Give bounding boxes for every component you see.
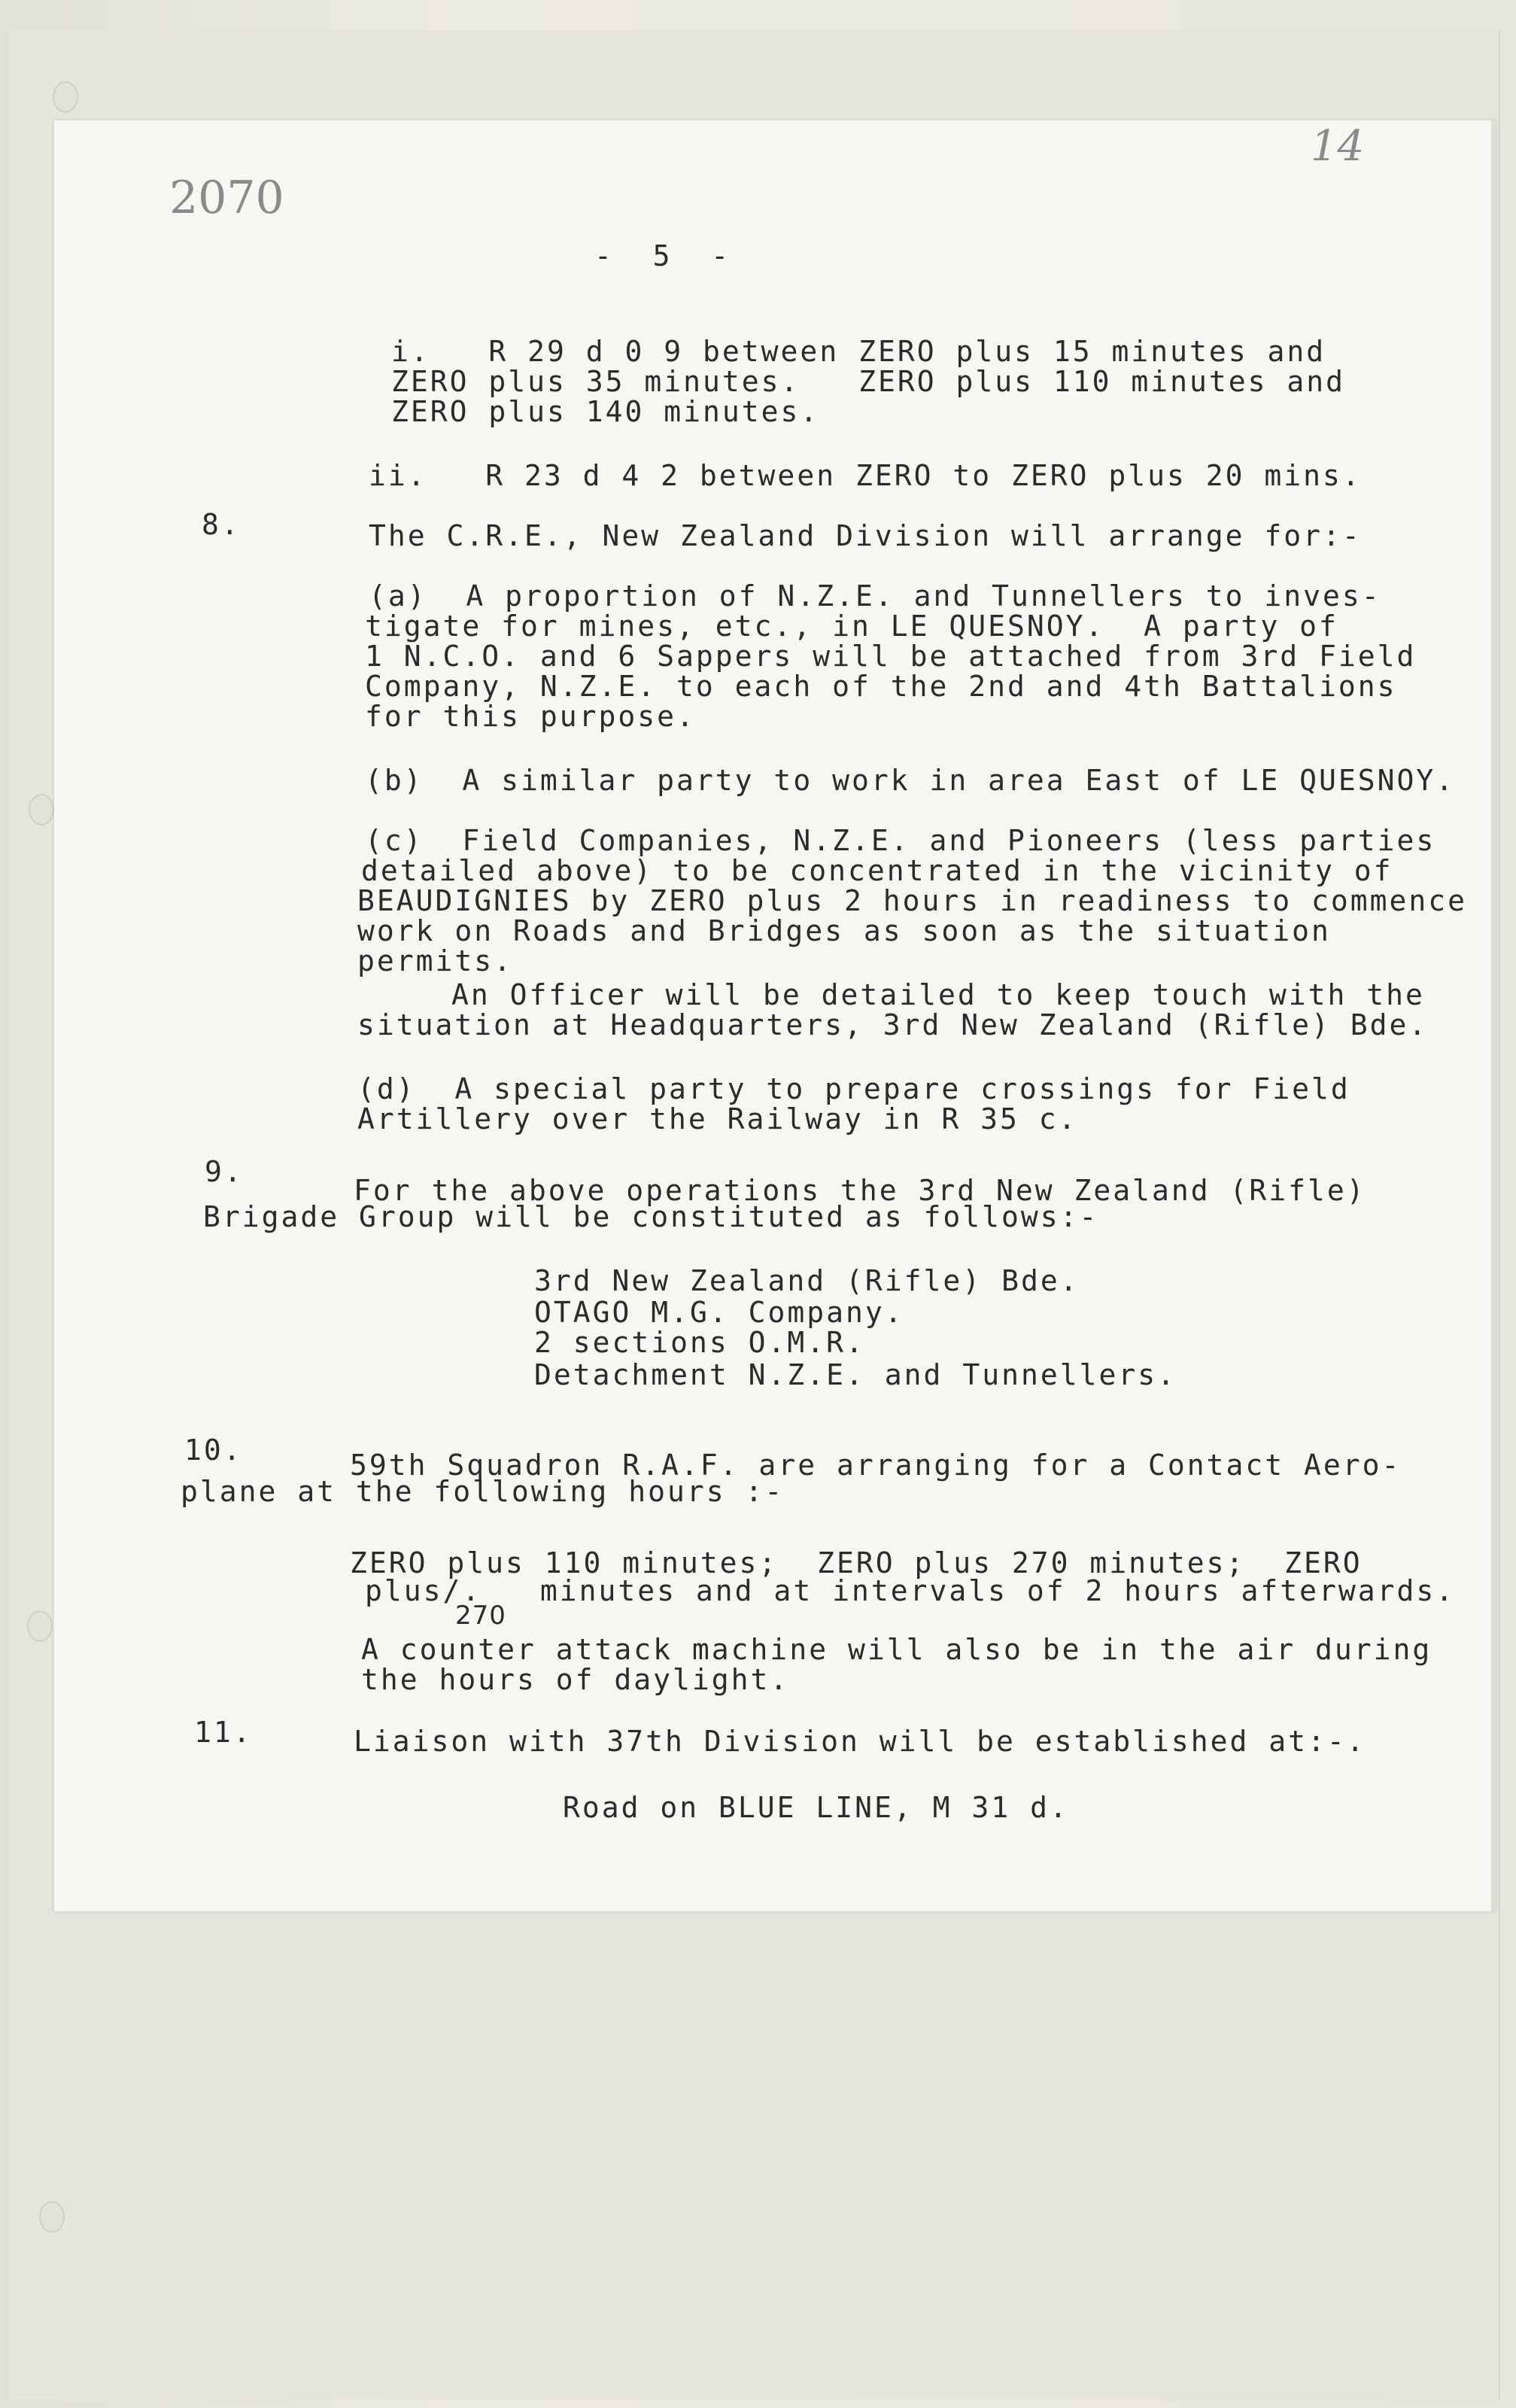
text-line: (c) Field Companies, N.Z.E. and Pioneers (less parties: [365, 824, 1436, 857]
text-line: A counter attack machine will also be in the air during: [361, 1633, 1432, 1666]
text-line: Artillery over the Railway in R 35 c.: [357, 1102, 1078, 1136]
text-line: (d) A special party to prepare crossings for Field: [357, 1072, 1350, 1105]
text-line: ZERO plus 140 minutes.: [391, 395, 820, 428]
text-line: (b) A similar party to work in area East of LE QUESNOY.: [365, 764, 1456, 797]
text-line: the hours of daylight.: [361, 1663, 790, 1696]
punch-hole: [53, 81, 78, 113]
text-line: Company, N.Z.E. to each of the 2nd and 4th Battalions: [365, 670, 1397, 703]
text-line: ZERO plus 35 minutes. ZERO plus 110 minutes and: [391, 365, 1346, 398]
text-line: OTAGO M.G. Company.: [534, 1296, 904, 1329]
text-line: Detachment N.Z.E. and Tunnellers.: [534, 1358, 1177, 1391]
paragraph-number: 11.: [194, 1716, 253, 1749]
text-line: Liaison with 37th Division will be established at:-.: [354, 1725, 1366, 1758]
text-line: ZERO plus 110 minutes; ZERO plus 270 minutes; ZERO: [350, 1546, 1363, 1579]
paragraph-number: 10.: [184, 1434, 243, 1467]
text-line: An Officer will be detailed to keep touch with the: [451, 978, 1425, 1011]
file-number: 2070: [169, 172, 284, 224]
text-line: for this purpose.: [365, 700, 696, 733]
text-line: The C.R.E., New Zealand Division will arrange for:-: [369, 519, 1362, 552]
text-line: plane at the following hours :-: [181, 1475, 785, 1508]
text-line: tigate for mines, etc., in LE QUESNOY. A party of: [365, 610, 1338, 643]
paragraph-number: 8.: [202, 508, 241, 541]
text-line: Road on BLUE LINE, M 31 d.: [563, 1791, 1069, 1824]
text-line: detailed above) to be concentrated in the vicinity of: [361, 854, 1393, 887]
text-line: permits.: [357, 944, 514, 977]
punch-hole: [27, 1610, 53, 1642]
paragraph-number: 9.: [205, 1155, 244, 1188]
punch-hole: [29, 794, 54, 825]
text-line: Brigade Group will be constituted as follows:-: [203, 1200, 1099, 1233]
punch-hole: [39, 2201, 65, 2233]
text-line: For the above operations the 3rd New Zealand (Rifle): [354, 1174, 1366, 1207]
text-line: i. R 29 d 0 9 between ZERO plus 15 minutes and: [391, 335, 1326, 368]
handwritten-number: 270: [455, 1601, 506, 1631]
text-line: 3rd New Zealand (Rifle) Bde.: [534, 1264, 1080, 1297]
text-line: situation at Headquarters, 3rd New Zealand (Rifle) Bde.: [357, 1008, 1429, 1041]
text-line: work on Roads and Bridges as soon as the situation: [357, 914, 1331, 947]
text-line: 1 N.C.O. and 6 Sappers will be attached from 3rd Field: [365, 640, 1417, 673]
text-line: (a) A proportion of N.Z.E. and Tunnellers to inves-: [369, 579, 1381, 613]
text-line: BEAUDIGNIES by ZERO plus 2 hours in readiness to commence: [357, 884, 1468, 917]
page-number: - 5 -: [594, 239, 731, 272]
text-line: ii. R 23 d 4 2 between ZERO to ZERO plus 20 mins.: [369, 459, 1362, 492]
folio-stamp: 14: [1311, 122, 1365, 171]
text-line: 2 sections O.M.R.: [534, 1326, 865, 1359]
text-line: 59th Squadron R.A.F. are arranging for a Contact Aero-: [350, 1449, 1402, 1482]
text-line: plus/. minutes and at intervals of 2 hours afterwards.: [365, 1574, 1456, 1607]
